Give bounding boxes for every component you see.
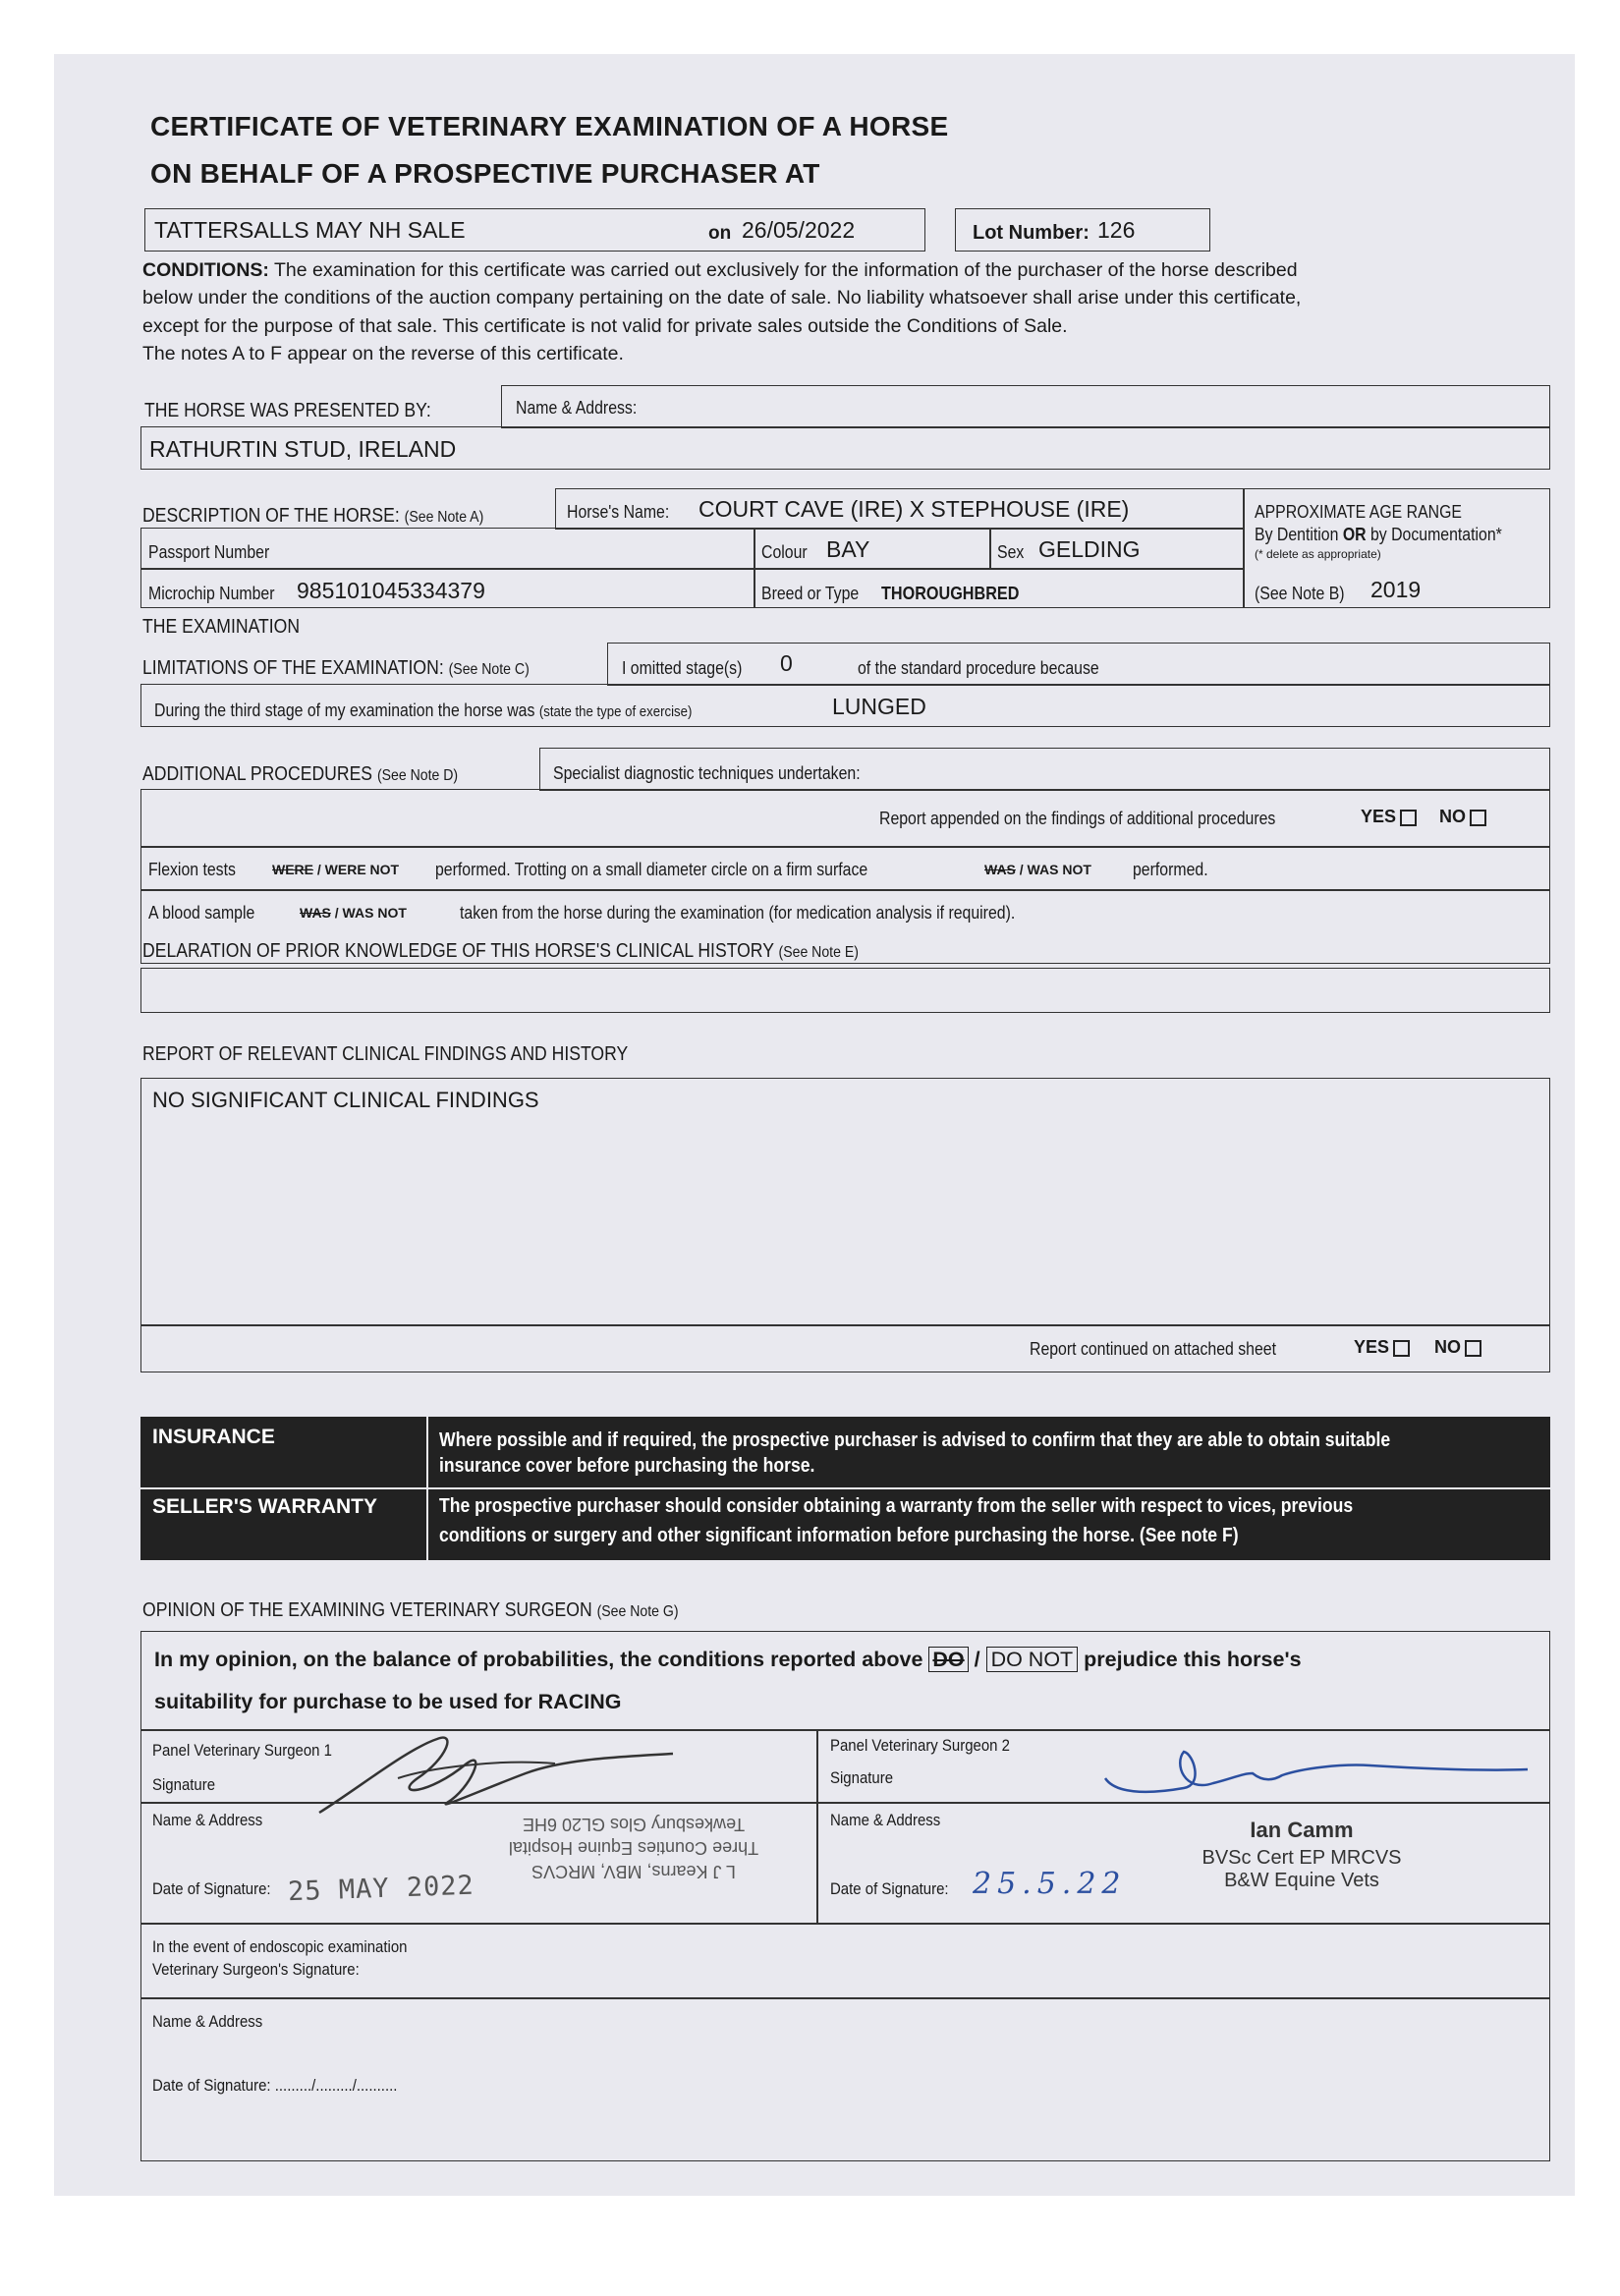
endoscopic-date-label: Date of Signature: ........./........./.......... bbox=[152, 2076, 398, 2095]
continued-yes: YES bbox=[1354, 1337, 1410, 1358]
third-stage-value: LUNGED bbox=[832, 694, 926, 719]
declaration-label: DELARATION OF PRIOR KNOWLEDGE OF THIS HORSE'S CLINICAL HISTORY (See Note E) bbox=[142, 940, 859, 962]
lot-label: Lot Number: bbox=[973, 222, 1089, 244]
blood-suffix: taken from the horse during the examination (for medication analysis if required). bbox=[460, 903, 1016, 923]
report-label: REPORT OF RELEVANT CLINICAL FINDINGS AND HISTORY bbox=[142, 1043, 629, 1065]
colour-value: BAY bbox=[826, 536, 870, 562]
divider bbox=[816, 1729, 818, 1923]
divider bbox=[989, 528, 991, 568]
vet2-stamp bbox=[1164, 1818, 1439, 1892]
presented-name-label: Name & Address: bbox=[516, 398, 638, 418]
vet1-name-label: Name & Address bbox=[152, 1811, 263, 1829]
presented-value: RATHURTIN STUD, IRELAND bbox=[149, 436, 457, 462]
continued-no-checkbox[interactable] bbox=[1465, 1340, 1481, 1357]
vet2-name: Ian Camm bbox=[1250, 1818, 1354, 1842]
vet2-date-label: Date of Signature: bbox=[830, 1879, 949, 1898]
divider bbox=[140, 568, 1245, 570]
vet1-date-stamp: 25 MAY 2022 bbox=[287, 1870, 475, 1908]
appended-no: NO bbox=[1439, 807, 1486, 827]
endoscopic-label-line1: In the event of endoscopic examination bbox=[152, 1937, 408, 1956]
conditions-text1: The examination for this certificate was carried out exclusively for the information of the purchaser of the horse described bbox=[268, 259, 1298, 281]
microchip-value: 985101045334379 bbox=[297, 578, 485, 603]
warranty-line1: The prospective purchaser should consider obtaining a warranty from the seller with respect to vices, previous bbox=[439, 1495, 1354, 1517]
vet2-signature bbox=[1046, 1734, 1537, 1803]
divider bbox=[754, 528, 755, 608]
conditions-label: CONDITIONS: bbox=[142, 259, 269, 281]
continued-yes-checkbox[interactable] bbox=[1393, 1340, 1410, 1357]
presented-label: THE HORSE WAS PRESENTED BY: bbox=[144, 400, 431, 421]
insurance-label: INSURANCE bbox=[152, 1426, 275, 1448]
appended-yes-checkbox[interactable] bbox=[1400, 810, 1417, 826]
description-label: DESCRIPTION OF THE HORSE: (See Note A) bbox=[142, 505, 484, 527]
certificate-title-line1: CERTIFICATE OF VETERINARY EXAMINATION OF A HORSE bbox=[150, 111, 949, 141]
vet2-name-label: Name & Address bbox=[830, 1811, 941, 1829]
microchip-label: Microchip Number bbox=[148, 584, 275, 603]
warranty-label: SELLER'S WARRANTY bbox=[152, 1495, 378, 1518]
omitted-label: I omitted stage(s) bbox=[622, 658, 743, 678]
vet1-panel-label: Panel Veterinary Surgeon 1 bbox=[152, 1741, 332, 1760]
divider bbox=[140, 1997, 1550, 1999]
appended-yes: YES bbox=[1361, 807, 1417, 827]
third-stage-label: During the third stage of my examination the horse was (state the type of exercise) bbox=[154, 700, 693, 720]
vet1-date-label: Date of Signature: bbox=[152, 1879, 271, 1898]
breed-label: Breed or Type bbox=[761, 584, 860, 603]
sex-value: GELDING bbox=[1038, 536, 1141, 562]
vet1-address-stamp bbox=[467, 1813, 801, 1883]
report-value: NO SIGNIFICANT CLINICAL FINDINGS bbox=[152, 1088, 539, 1112]
sale-date: 26/05/2022 bbox=[742, 217, 856, 243]
divider bbox=[426, 1417, 428, 1560]
endoscopic-label-line2: Veterinary Surgeon's Signature: bbox=[152, 1960, 360, 1979]
flexion-label: Flexion tests bbox=[148, 860, 236, 879]
horse-name: COURT CAVE (IRE) X STEPHOUSE (IRE) bbox=[698, 496, 1130, 522]
divider bbox=[140, 1487, 1550, 1489]
opinion-line1: In my opinion, on the balance of probabilities, the conditions reported above DO / DO NOT prejudice this horse's bbox=[154, 1648, 1302, 1671]
limitations-label: LIMITATIONS OF THE EXAMINATION: (See Note C) bbox=[142, 657, 530, 679]
flexion-mid: performed. Trotting on a small diameter circle on a firm surface bbox=[435, 860, 868, 879]
endoscopic-name-label: Name & Address bbox=[152, 2012, 263, 2031]
vet1-signature-label: Signature bbox=[152, 1775, 216, 1794]
blood-label: A blood sample bbox=[148, 903, 255, 923]
age-method: By Dentition OR by Documentation* bbox=[1255, 525, 1502, 544]
age-note: (See Note B) bbox=[1255, 584, 1345, 603]
insurance-line2: insurance cover before purchasing the horse. bbox=[439, 1455, 815, 1477]
insurance-line1: Where possible and if required, the prospective purchaser is advised to confirm that they are able to obtain suitable bbox=[439, 1429, 1391, 1451]
vet1-signature bbox=[300, 1719, 702, 1827]
blood-options: WAS / WAS NOT bbox=[300, 905, 407, 921]
vet2-date-handwritten: 25.5.22 bbox=[973, 1867, 1127, 1901]
continued-no: NO bbox=[1434, 1337, 1481, 1358]
vet1-stamp-line1: L J Kearns, MBV, MRCVS bbox=[531, 1862, 736, 1881]
flexion-options: WERE / WERE NOT bbox=[272, 862, 400, 877]
certificate-title-line2: ON BEHALF OF A PROSPECTIVE PURCHASER AT bbox=[150, 158, 820, 189]
vet1-stamp-line3: Tewkesbury Glos GL20 6HE bbox=[522, 1815, 746, 1834]
sex-label: Sex bbox=[997, 542, 1025, 562]
omitted-suffix: of the standard procedure because bbox=[858, 658, 1099, 678]
age-delete-note: (* delete as appropriate) bbox=[1255, 547, 1381, 561]
sale-name: TATTERSALLS MAY NH SALE bbox=[154, 217, 466, 243]
age-title: APPROXIMATE AGE RANGE bbox=[1255, 502, 1462, 522]
age-value: 2019 bbox=[1370, 577, 1422, 602]
trotting-options: WAS / WAS NOT bbox=[984, 862, 1091, 877]
opinion-label: OPINION OF THE EXAMINING VETERINARY SURGEON (See Note G) bbox=[142, 1599, 679, 1621]
vet2-quals: BVSc Cert EP MRCVS bbox=[1201, 1847, 1402, 1869]
presented-name-box bbox=[501, 385, 1550, 428]
vet2-practice: B&W Equine Vets bbox=[1224, 1870, 1379, 1891]
lot-number: 126 bbox=[1097, 217, 1136, 243]
colour-label: Colour bbox=[761, 542, 808, 562]
horse-name-label: Horse's Name: bbox=[567, 502, 670, 522]
conditions-line4: The notes A to F appear on the reverse of this certificate. bbox=[142, 343, 624, 364]
breed-value: THOROUGHBRED bbox=[881, 584, 1020, 603]
divider bbox=[140, 889, 1550, 891]
conditions-line1 bbox=[142, 256, 1298, 285]
sale-on-label: on bbox=[708, 223, 732, 244]
vet2-panel-label: Panel Veterinary Surgeon 2 bbox=[830, 1736, 1010, 1755]
report-continued-label: Report continued on attached sheet bbox=[1030, 1339, 1276, 1359]
vet1-stamp-line2: Three Counties Equine Hospital bbox=[508, 1838, 759, 1858]
divider bbox=[140, 1923, 1550, 1925]
conditions-line2: below under the conditions of the auction company pertaining on the date of sale. No liability whatsoever shall arise under this certificate, bbox=[142, 287, 1302, 308]
declaration-box bbox=[140, 968, 1550, 1013]
divider bbox=[140, 846, 1550, 848]
report-appended-row: Report appended on the findings of additional procedures bbox=[879, 809, 1276, 828]
passport-label: Passport Number bbox=[148, 542, 270, 562]
specialist-label: Specialist diagnostic techniques undertaken: bbox=[553, 763, 861, 783]
appended-no-checkbox[interactable] bbox=[1470, 810, 1486, 826]
opinion-line2: suitability for purchase to be used for RACING bbox=[154, 1690, 622, 1713]
conditions-line3: except for the purpose of that sale. This certificate is not valid for private sales outside the Conditions of Sale. bbox=[142, 315, 1068, 337]
trotting-performed: performed. bbox=[1133, 860, 1208, 879]
report-box bbox=[140, 1078, 1550, 1372]
warranty-line2: conditions or surgery and other significant information before purchasing the horse. (See note F) bbox=[439, 1525, 1239, 1546]
omitted-value: 0 bbox=[780, 650, 793, 676]
divider bbox=[140, 1324, 1550, 1326]
vet2-signature-label: Signature bbox=[830, 1768, 894, 1787]
examination-heading: THE EXAMINATION bbox=[142, 616, 301, 638]
additional-label: ADDITIONAL PROCEDURES (See Note D) bbox=[142, 763, 459, 785]
certificate-sheet bbox=[54, 54, 1575, 2196]
